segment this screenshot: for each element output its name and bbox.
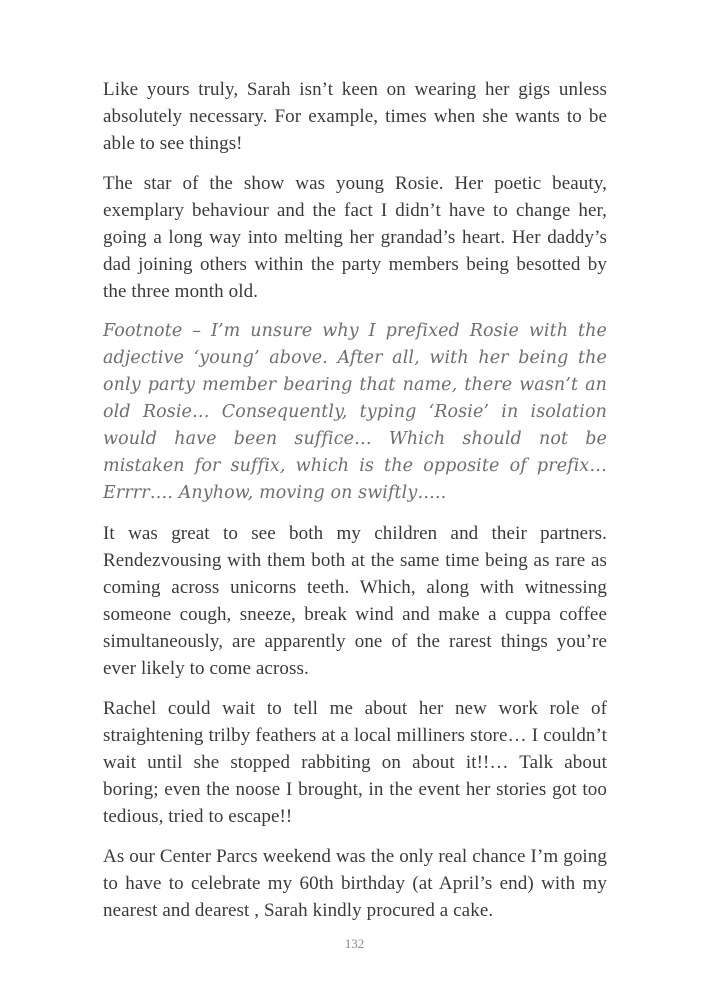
page-content <box>103 76 607 937</box>
paragraph-1: Like yours truly, Sarah isn’t keen on wearing her gigs unless absolutely necessary. For example, times when she wants to be able to see things! <box>103 79 607 154</box>
paragraph-4: It was great to see both my children and their partners. Rendezvousing with them both at the same time being as rare as coming across unicorns teeth. Which, along with witnessing someone cough, sneeze, break wind and make a cuppa coffee simultaneously, are apparently one of the rarest things you’re ever likely to come across. <box>103 523 607 679</box>
paragraph-5: Rachel could wait to tell me about her new work role of straightening trilby feathers at a local milliners store… I couldn’t wait until she stopped rabbiting on about it!!… Talk about boring; even the noose I brought, in the event her stories got too tedious, tried to escape!! <box>103 698 607 827</box>
paragraph-6: As our Center Parcs weekend was the only real chance I’m going to have to celebrate my 60th birthday (at April’s end) with my nearest and dearest , Sarah kindly procured a cake. <box>103 846 607 921</box>
paragraph-3-footnote: Footnote – I’m unsure why I prefixed Rosie with the adjective ‘young’ above. After all, with her being the only party member bearing that name, there wasn’t an old Rosie… Consequently, typing ‘Rosie’ in isolation would have been suffice… Which should not be mistaken for suffix, which is the opposite of prefix… Errrr…. Anyhow, moving on swiftly….. <box>103 321 607 503</box>
paragraph-2: The star of the show was young Rosie. Her poetic beauty, exemplary behaviour and the fact I didn’t have to change her, going a long way into melting her grandad’s heart. Her daddy’s dad joining others within the party members being besotted by the three month old. <box>103 173 607 302</box>
page-number: 132 <box>344 936 365 951</box>
